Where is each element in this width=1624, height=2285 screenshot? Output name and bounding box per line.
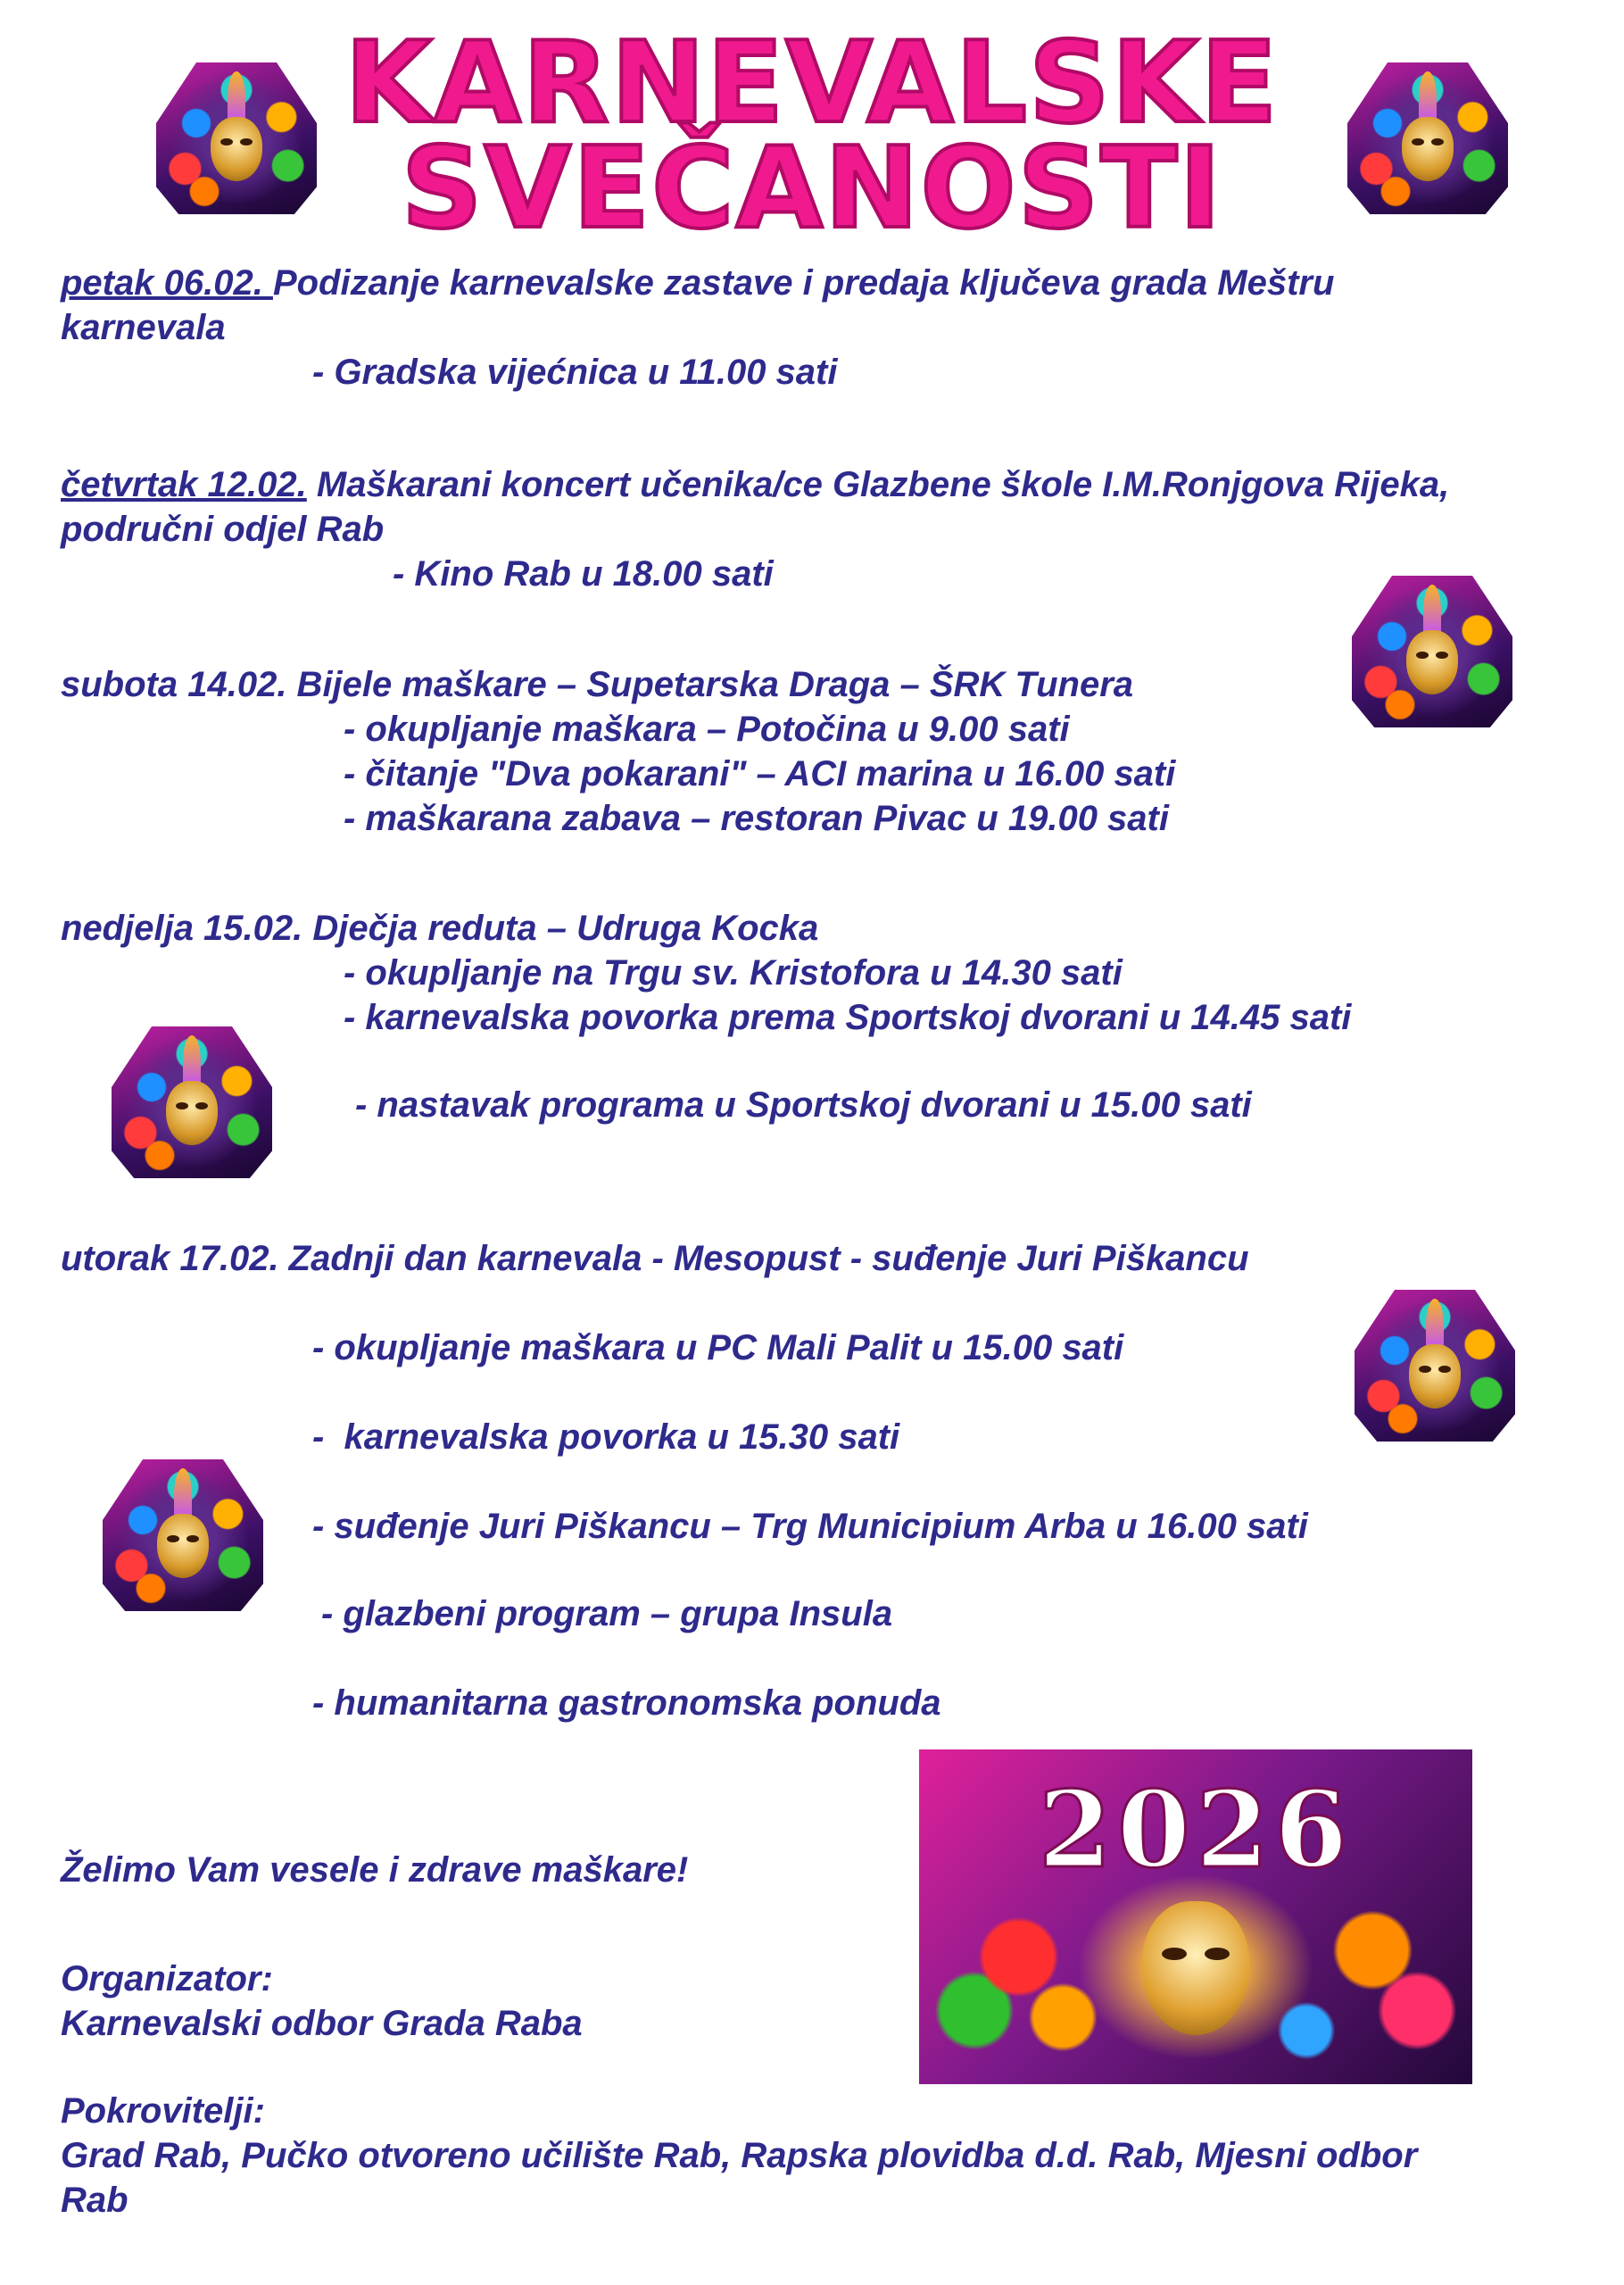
organizer-label: Organizator: bbox=[61, 1959, 273, 1998]
title-line-2: SVEČANOSTI bbox=[401, 122, 1223, 253]
event-1-date: petak 06.02. bbox=[61, 263, 273, 303]
event-4-item: - nastavak programa u Sportskoj dvorani u 15.00 sati bbox=[355, 1085, 1252, 1125]
mask-badge-icon bbox=[112, 1026, 272, 1178]
event-5-item: - karnevalska povorka u 15.30 sati bbox=[312, 1417, 900, 1457]
sponsors-label: Pokrovitelji: bbox=[61, 2091, 265, 2131]
event-5-item: - suđenje Juri Piškancu – Trg Municipium Arba u 16.00 sati bbox=[312, 1507, 1308, 1546]
event-4-heading: nedjelja 15.02. Dječja reduta – Udruga Kocka bbox=[61, 909, 819, 948]
event-3-item: - okupljanje maškara – Potočina u 9.00 sati bbox=[344, 710, 1070, 749]
event-1-desc: Podizanje karnevalske zastave i predaja ključeva grada Meštru bbox=[272, 263, 1335, 303]
sponsors-line-1: Grad Rab, Pučko otvoreno učilište Rab, Rapska plovidba d.d. Rab, Mjesni odbor bbox=[61, 2136, 1418, 2175]
event-2-desc: Maškarani koncert učenika/ce Glazbene škole I.M.Ronjgova Rijeka, bbox=[306, 465, 1450, 504]
event-5-heading: utorak 17.02. Zadnji dan karnevala - Mesopust - suđenje Juri Piškancu bbox=[61, 1239, 1249, 1278]
mask-badge-icon bbox=[103, 1459, 263, 1611]
event-4-item: - karnevalska povorka prema Sportskoj dvorani u 14.45 sati bbox=[344, 998, 1352, 1037]
mask-badge-icon bbox=[1355, 1290, 1515, 1442]
sponsors-line-2: Rab bbox=[61, 2181, 128, 2220]
title-line-1: KARNEVALSKE bbox=[344, 17, 1280, 148]
closing-wish: Želimo Vam vesele i zdrave maškare! bbox=[61, 1850, 689, 1890]
event-3-heading: subota 14.02. Bijele maškare – Supetarska Draga – ŠRK Tunera bbox=[61, 665, 1134, 704]
poster-year: 2026 bbox=[1038, 1767, 1354, 1891]
event-2-item: - Kino Rab u 18.00 sati bbox=[393, 554, 774, 594]
event-2-desc-cont: područni odjel Rab bbox=[61, 510, 385, 549]
carnival-2026-picture bbox=[919, 1749, 1472, 2084]
carnival-mask-icon bbox=[1142, 1901, 1249, 2035]
event-3-item: - maškarana zabava – restoran Pivac u 19.00 sati bbox=[344, 799, 1169, 838]
event-1-desc-cont: karnevala bbox=[61, 308, 226, 347]
event-3-item: - čitanje "Dva pokarani" – ACI marina u 16.00 sati bbox=[344, 754, 1176, 794]
event-1-item: - Gradska vijećnica u 11.00 sati bbox=[312, 353, 838, 392]
event-5-item: - okupljanje maškara u PC Mali Palit u 15.00 sati bbox=[312, 1328, 1124, 1367]
event-5-item: - glazbeni program – grupa Insula bbox=[321, 1594, 893, 1633]
event-5-item: - humanitarna gastronomska ponuda bbox=[312, 1683, 941, 1723]
mask-badge-icon bbox=[1352, 576, 1512, 727]
event-2-date: četvrtak 12.02. bbox=[61, 465, 307, 504]
event-4-item: - okupljanje na Trgu sv. Kristofora u 14.30 sati bbox=[344, 953, 1123, 993]
event-1-line-1 bbox=[61, 261, 1334, 305]
organizer-name: Karnevalski odbor Grada Raba bbox=[61, 2004, 583, 2043]
event-2-line-1 bbox=[61, 462, 1449, 507]
